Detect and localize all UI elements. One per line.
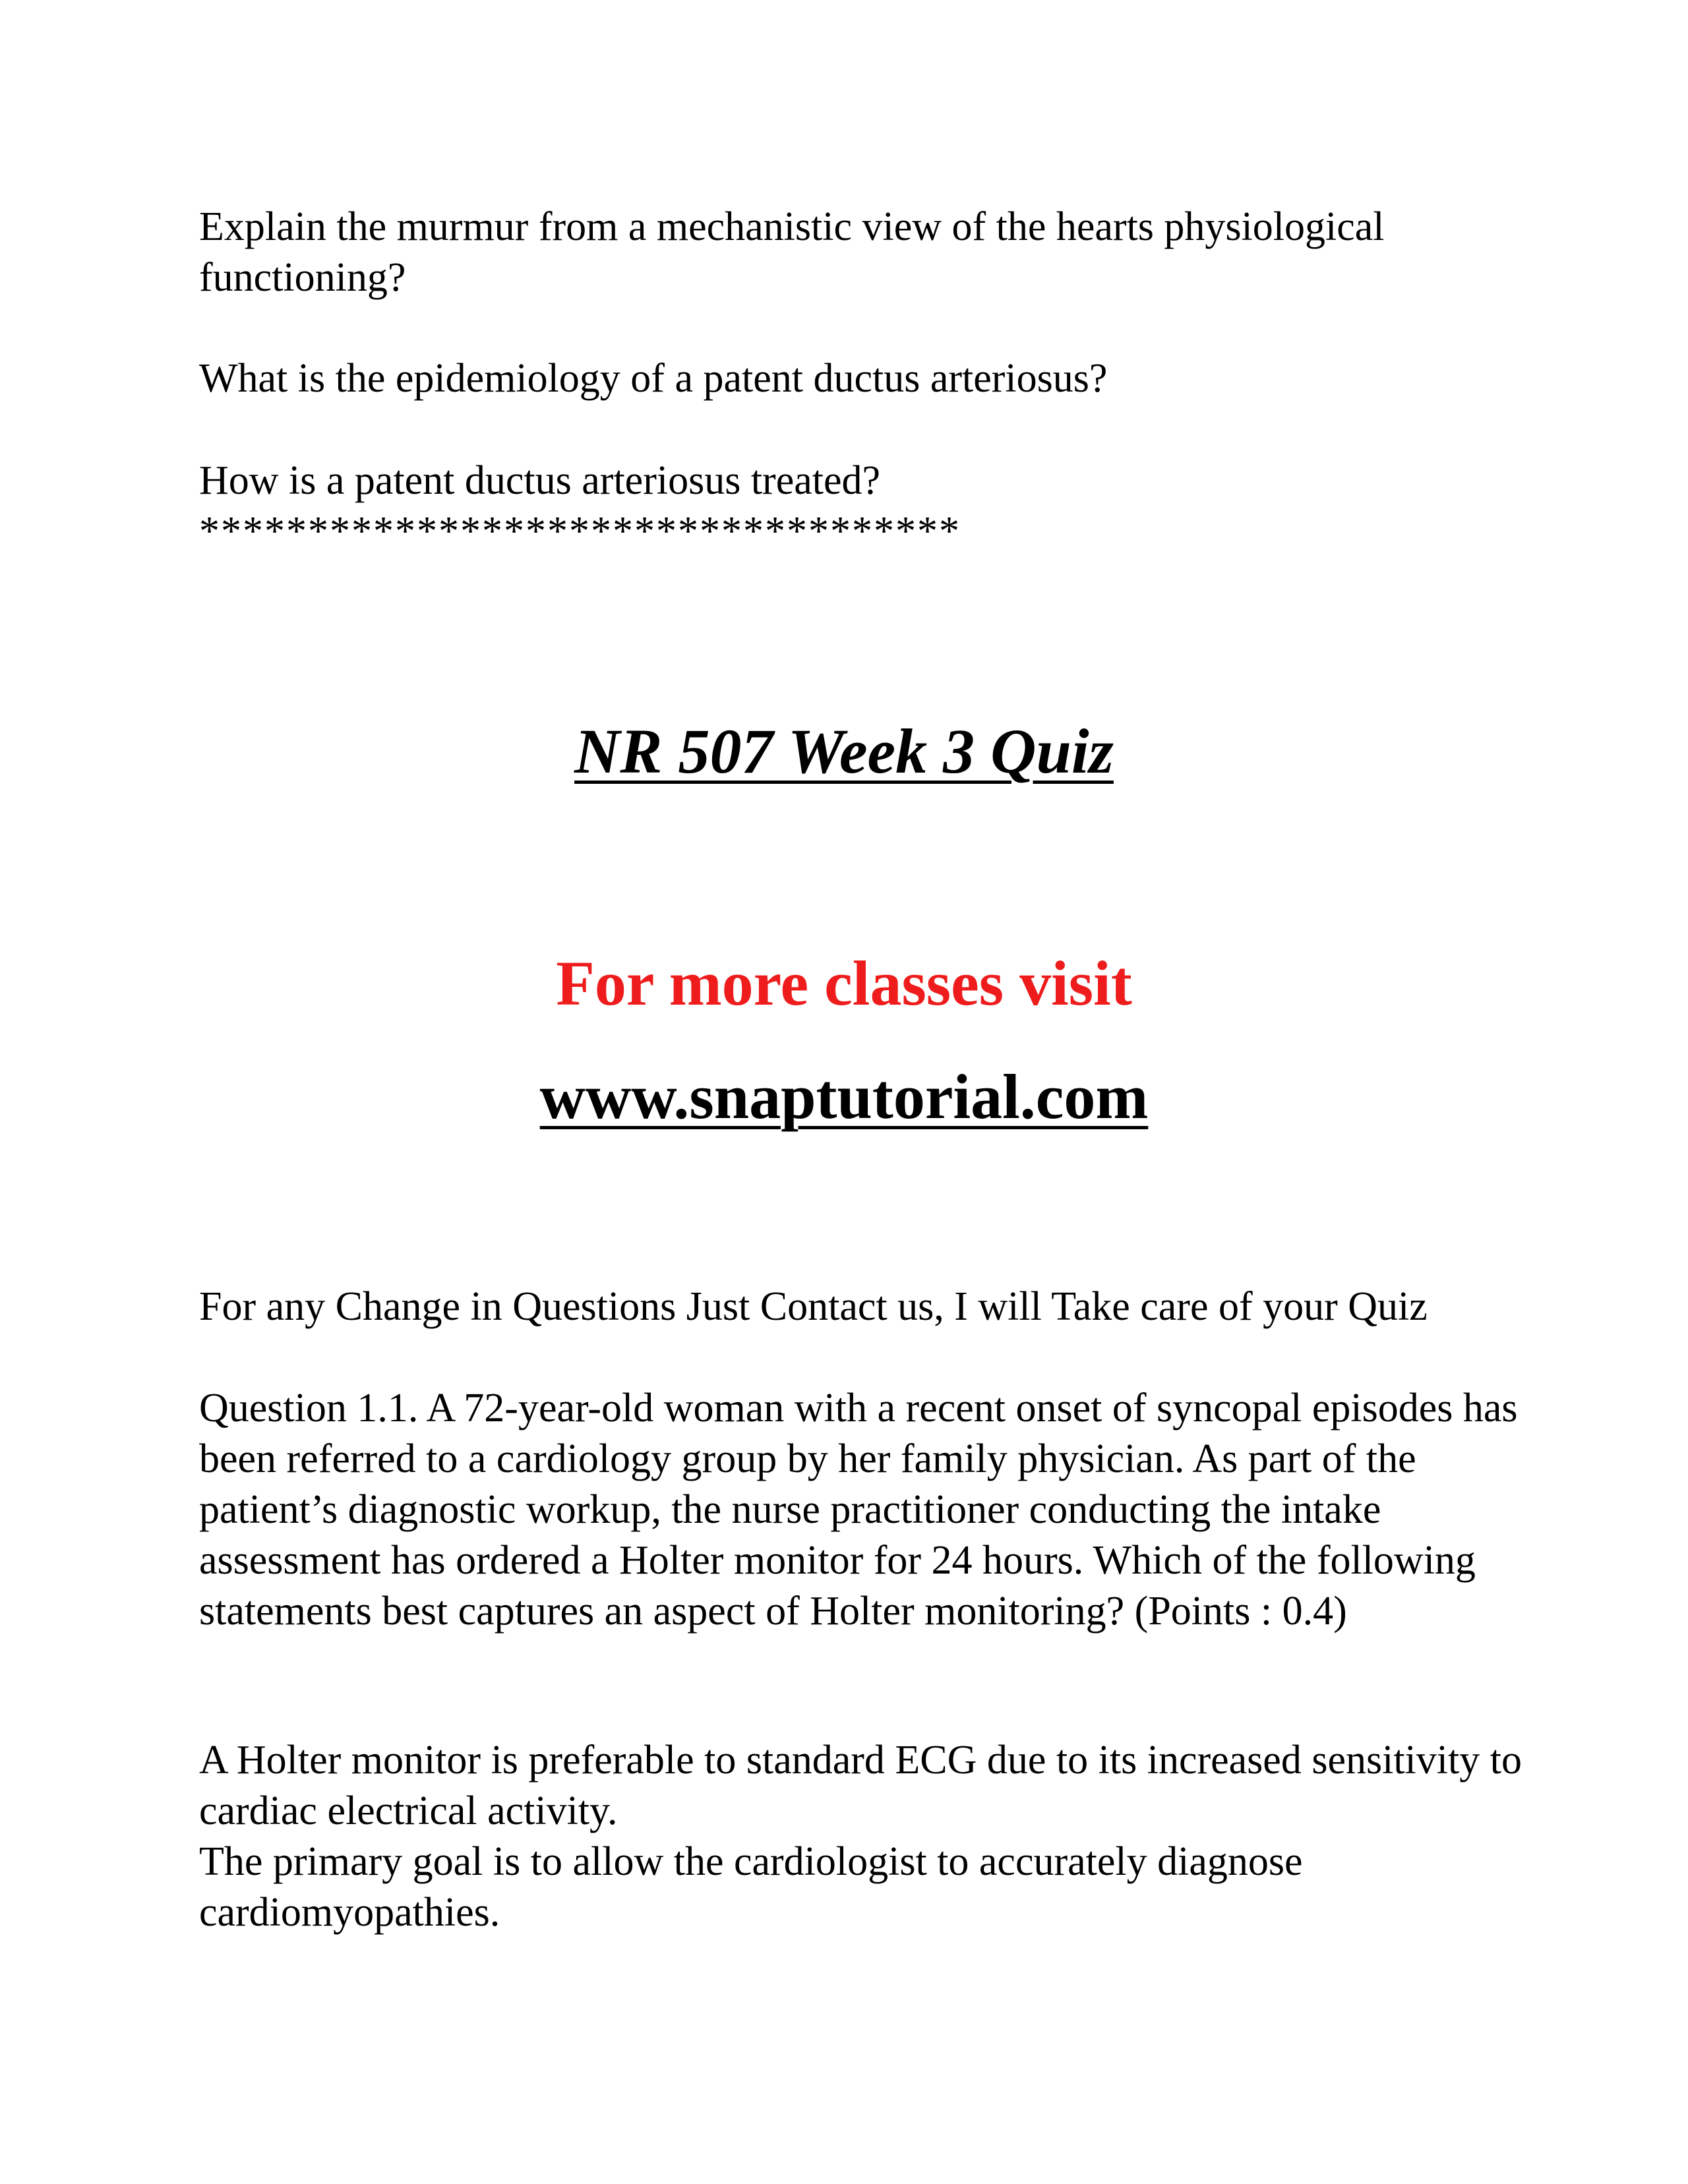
separator-asterisks: *********************************** bbox=[199, 509, 961, 554]
page-title: NR 507 Week 3 Quiz bbox=[574, 716, 1114, 786]
question-text: Question 1.1. A 72-year-old woman with a recent onset of syncopal episodes has been referred to a cardiology group by her family physician. As part of the patient’s diagnostic workup, the nurse practitioner conducting the intake assessment has ordered a Holter monitor for 24 hours. Which of the following statements best captures an aspect of Holter monitoring? (Points : 0.4) bbox=[199, 1386, 1518, 1634]
intro-question-epidemiology: What is the epidemiology of a patent ductus arteriosus? bbox=[199, 356, 1108, 401]
answer-option-1: A Holter monitor is preferable to standard ECG due to its increased sensitivity to cardiac electrical activity. bbox=[199, 1738, 1522, 1833]
intro-question-murmur: Explain the murmur from a mechanistic view of the hearts physiological functioning? bbox=[199, 204, 1385, 300]
answer-option-2: The primary goal is to allow the cardiologist to accurately diagnose cardiomyopathies. bbox=[199, 1839, 1303, 1935]
promo-text: For more classes visit bbox=[556, 948, 1132, 1018]
contact-note: For any Change in Questions Just Contact us, I will Take care of your Quiz bbox=[199, 1284, 1428, 1329]
intro-question-treatment: How is a patent ductus arteriosus treated? bbox=[199, 458, 880, 503]
website-link[interactable]: www.snaptutorial.com bbox=[539, 1061, 1149, 1132]
